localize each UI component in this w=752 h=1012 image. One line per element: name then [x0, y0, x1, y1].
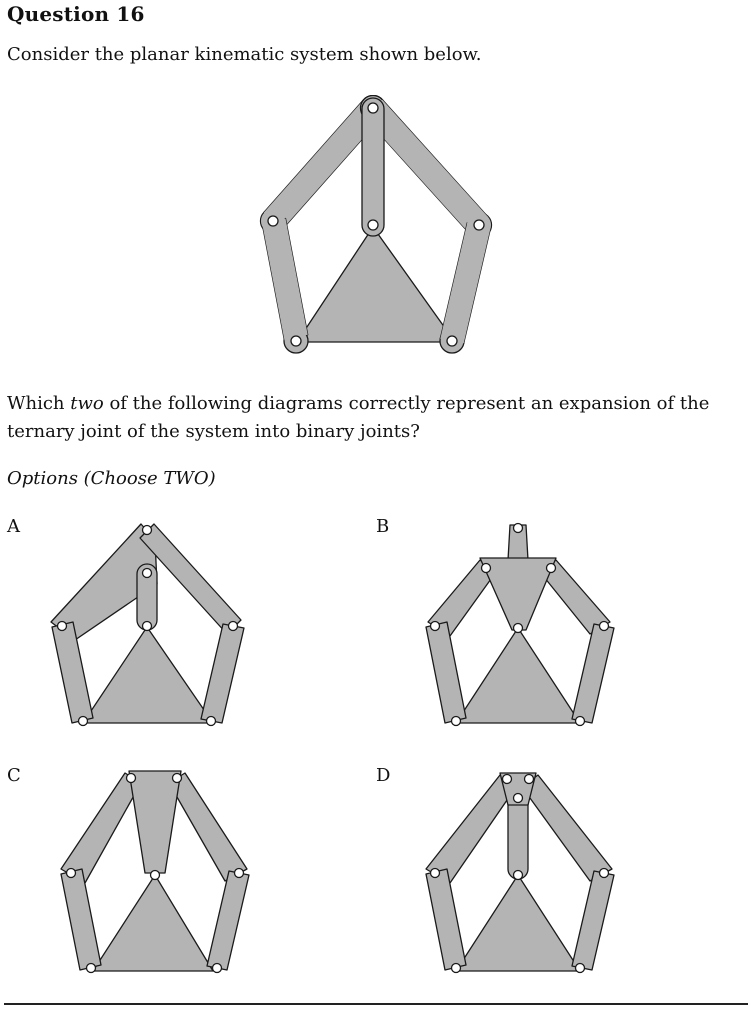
- left-lower-link: [426, 869, 466, 970]
- option-a-label[interactable]: A: [7, 516, 20, 537]
- pin-icon: [229, 622, 238, 631]
- pin-icon: [143, 622, 152, 631]
- pin-icon: [235, 869, 244, 878]
- pin-icon: [452, 964, 461, 973]
- option-c-figure[interactable]: [55, 765, 255, 985]
- ground-link: [456, 875, 580, 971]
- pin-icon: [173, 774, 182, 783]
- pin-icon: [127, 774, 136, 783]
- option-b-label[interactable]: B: [376, 516, 390, 537]
- ground-link: [297, 227, 455, 342]
- left-upper-link: [61, 773, 141, 883]
- right-lower-link: [201, 624, 244, 723]
- left-pin-icon: [268, 216, 278, 226]
- option-a-figure[interactable]: [45, 518, 255, 738]
- pin-icon: [514, 871, 523, 880]
- ground-link: [83, 627, 213, 723]
- pin-icon: [431, 622, 440, 631]
- right-lower-link: [207, 871, 249, 970]
- left-lower-link: [52, 622, 93, 723]
- right-lower-link: [572, 624, 614, 723]
- pin-icon: [482, 564, 491, 573]
- ground-link: [456, 628, 580, 723]
- pin-icon: [143, 526, 152, 535]
- pin-icon: [514, 624, 523, 633]
- center-pin-icon: [368, 220, 378, 230]
- right-lower-link: [572, 871, 614, 970]
- emphasis-two: two: [70, 393, 104, 414]
- pin-icon: [514, 524, 523, 533]
- option-d-figure[interactable]: [420, 765, 620, 985]
- question-intro: Consider the planar kinematic system shown below.: [7, 44, 482, 65]
- right-upper-link: [169, 773, 247, 881]
- pin-icon: [452, 717, 461, 726]
- right-pin-icon: [474, 220, 484, 230]
- pin-icon: [213, 964, 222, 973]
- pin-icon: [67, 869, 76, 878]
- pin-icon: [576, 717, 585, 726]
- floating-ternary-link: [129, 771, 181, 873]
- pin-icon: [576, 964, 585, 973]
- question-title: Question 16: [7, 2, 145, 26]
- options-heading: Options (Choose TWO): [7, 468, 216, 489]
- pin-icon: [79, 717, 88, 726]
- option-c-label[interactable]: C: [7, 765, 21, 786]
- right-lower-link: [440, 213, 491, 353]
- option-d-label[interactable]: D: [376, 765, 391, 786]
- pin-icon: [525, 775, 534, 784]
- ground-link: [93, 875, 213, 971]
- pin-icon: [58, 622, 67, 631]
- top-pin-icon: [368, 103, 378, 113]
- pin-icon: [207, 717, 216, 726]
- center-vertical-link: [362, 98, 384, 236]
- pin-icon: [87, 964, 96, 973]
- left-upper-link: [426, 775, 516, 883]
- pin-icon: [600, 622, 609, 631]
- pin-icon: [514, 794, 523, 803]
- main-kinematic-figure: [255, 95, 495, 357]
- left-lower-link: [61, 869, 101, 970]
- option-b-figure[interactable]: [420, 518, 620, 738]
- pin-icon: [431, 869, 440, 878]
- pin-icon: [503, 775, 512, 784]
- bottom-left-pin-icon: [291, 336, 301, 346]
- floating-ternary-link: [480, 558, 556, 630]
- question-prompt: Which two of the following diagrams correctly represent an expansion of the ternary joint of the system into binary joints?: [7, 393, 710, 442]
- pin-icon: [600, 869, 609, 878]
- pin-icon: [151, 871, 160, 880]
- bottom-divider: [4, 1003, 748, 1005]
- right-upper-link: [522, 775, 612, 881]
- bottom-right-pin-icon: [447, 336, 457, 346]
- center-vertical-link: [508, 793, 528, 879]
- left-lower-link: [261, 209, 308, 353]
- pin-icon: [143, 569, 152, 578]
- pin-icon: [547, 564, 556, 573]
- left-lower-link: [426, 622, 466, 723]
